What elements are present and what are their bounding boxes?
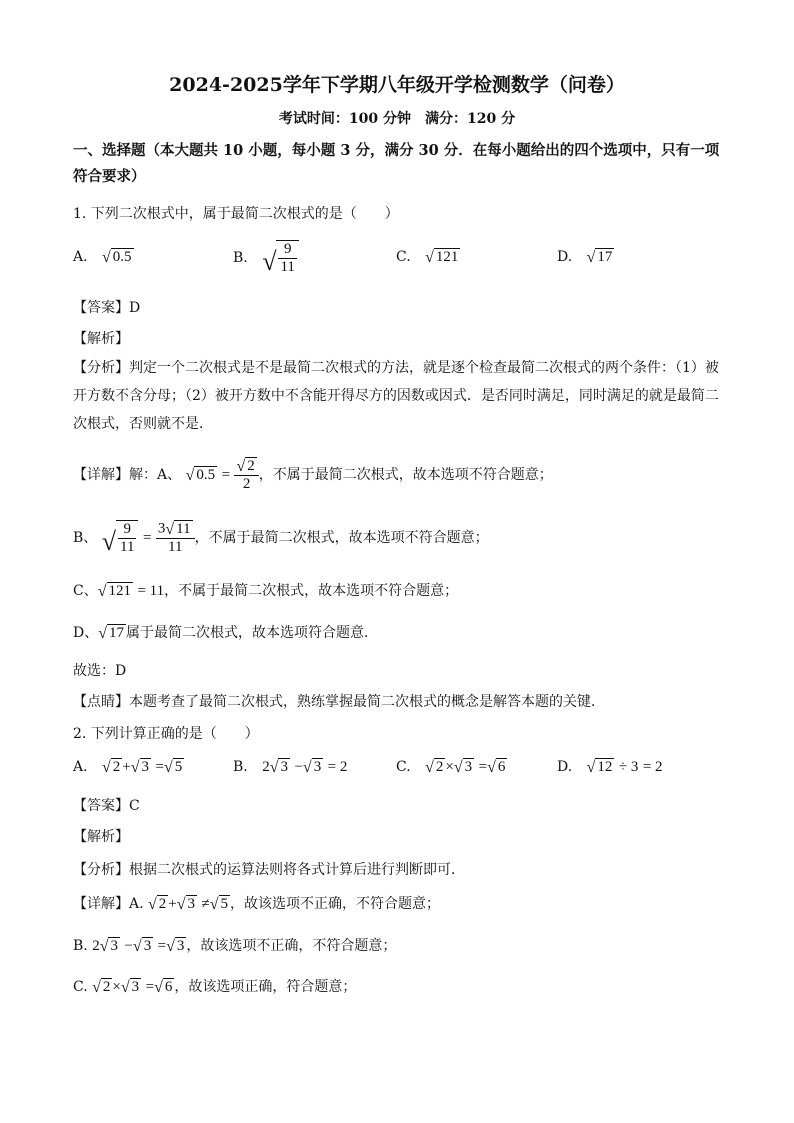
q2-option-b: B. 2 √ 3 − √ 3 = 2 (233, 759, 348, 777)
q2-option-a: A. √ 2 + √ 3 = √ 5 (73, 759, 183, 777)
q2-option-c: C. √ 2 × √ 3 = √ 6 (396, 759, 506, 777)
section-heading: 一、选择题（本大题共 10 小题，每小题 3 分，满分 30 分．在每小题给出的四个选项中，只有一项符合要求） (73, 142, 720, 185)
q2-stem: 2. 下列计算正确的是（ ） (73, 726, 259, 742)
q1-answer: 【答案】D (73, 300, 141, 316)
q2-fenxi: 【分析】根据二次根式的运算法则将各式计算后进行判断即可． (73, 862, 465, 878)
q1-fenxi: 【分析】判定一个二次根式是不是最简二次根式的方法，就是逐个检查最简二次根式的两个条件：（1）被开方数不含分母；（2）被开方数中不含能开得尽方的因数或因式．是否同时满足，同时满足的就是最简二次根式，否则就不是． (73, 360, 719, 432)
q2-detail-b: B. 2 √ 3 − √ 3 = √ 3 ，故该选项不正确，不符合题意； (73, 937, 397, 956)
option-label: D. (557, 249, 573, 266)
option-label: A. (73, 249, 88, 266)
exam-info: 考试时间：100 分钟 满分：120 分 (278, 111, 516, 127)
q1-detail-c: C、 √ 121 = 11，不属于最简二次根式，故本选项不符合题意； (73, 582, 459, 601)
option-label: B. (233, 249, 248, 266)
q1-option-a (73, 248, 134, 266)
q2-option-d: D. √ 12 ÷ 3 = 2 (557, 759, 663, 777)
sqrt-expression: √ 17 (586, 249, 613, 267)
q1-analysis-tag: 【解析】 (73, 331, 129, 347)
q1-detail-a: 【详解】解：A、 √ 0.5 = √ 2 2 ，不属于最简二次根式，故本选项不符合题意； (73, 458, 553, 493)
q1-option-b (233, 240, 299, 275)
sqrt-expression: √ 0.5 (102, 249, 132, 267)
q2-analysis-tag: 【解析】 (73, 829, 129, 845)
sqrt-expression: √ 121 (425, 249, 459, 267)
q1-dianjing: 【点睛】本题考查了最简二次根式，熟练掌握最简二次根式的概念是解答本题的关键． (73, 694, 605, 710)
q2-detail-c: C. √ 2 × √ 3 = √ 6 ，故该选项正确，符合题意； (73, 978, 357, 997)
q1-option-d (557, 248, 614, 266)
sqrt-fraction: √ $\frac{9}{11}$ (262, 240, 299, 275)
q1-choose: 故选：D (73, 663, 127, 679)
page-title: 2024-2025学年下学期八年级开学检测数学（问卷） (169, 74, 625, 96)
option-label: C. (396, 249, 411, 266)
q1-detail-b: B、 √ $\frac{9}{11}$ = 3 √ 11 11 ，不属于最简二次根式，故本选项不符合题意； (73, 520, 489, 557)
q2-detail-a: 【详解】A. √ 2 + √ 3 ≠ √ 5 ，故该选项不正确，不符合题意； (73, 895, 441, 914)
q1-stem: 1. 下列二次根式中，属于最简二次根式的是（ ） (73, 206, 399, 222)
q2-answer: 【答案】C (73, 798, 140, 814)
q1-detail-d: D、 √ 17 属于最简二次根式，故本选项符合题意． (73, 624, 379, 643)
q1-option-c (396, 248, 460, 266)
